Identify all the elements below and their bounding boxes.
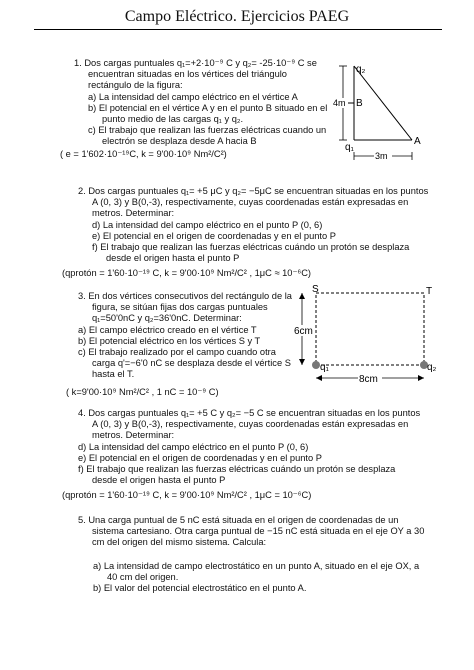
problem-3-line-2: figura, se sitúan fijas dos cargas puntuales bbox=[92, 302, 268, 313]
rectangle-figure bbox=[292, 283, 440, 387]
problem-2-item-f-cont: desde el origen hasta el punto P bbox=[106, 253, 240, 264]
problem-3-item-b: b) El potencial eléctrico en los vértices S y T bbox=[78, 335, 261, 346]
label-s: S bbox=[312, 284, 319, 295]
problem-2-item-e: e) El potencial en el origen de coordenadas y en el punto P bbox=[92, 230, 336, 241]
problem-5-line-1: 5. Una carga puntual de 5 nC está situada en el origen de coordenadas de un bbox=[78, 515, 399, 525]
problem-4-line-2: A (0, 3) y B(0,-3), respectivamente, cuyas coordenadas están expresadas en bbox=[92, 419, 409, 430]
label-height: 6cm bbox=[294, 326, 313, 337]
label-height: 4m bbox=[333, 98, 346, 108]
page-title: Campo Eléctrico. Ejercicios PAEG bbox=[124, 8, 350, 25]
label-q2: q₂ bbox=[356, 64, 366, 75]
problem-4-line-3: metros. Determinar: bbox=[92, 430, 175, 441]
problem-4-constants: (qprotón = 1'60·10⁻¹⁹ C, k = 9'00·10⁹ Nm²/C² , 1μC = 10⁻⁶C) bbox=[62, 490, 312, 500]
problem-4-line-1: 4. Dos cargas puntuales q₁= +5 C y q₂= −5 C se encuentran situadas en los puntos bbox=[78, 408, 421, 418]
problem-5-item-b: b) El valor del potencial electrostático en el punto A. bbox=[93, 583, 307, 594]
problem-4-item-e: e) El potencial en el origen de coordenadas y en el punto P bbox=[78, 452, 322, 463]
problem-4-item-f-cont: desde el origen hasta el punto P bbox=[92, 475, 226, 486]
width-arrow-left bbox=[316, 375, 322, 381]
problem-2-constants: (qprotón = 1'60·10⁻¹⁹ C, k = 9'00·10⁹ Nm²/C² , 1μC ≈ 10⁻⁶C) bbox=[62, 268, 312, 278]
problem-3-item-c: c) El trabajo realizado por el campo cuando otra bbox=[78, 347, 276, 358]
triangle-hypotenuse bbox=[354, 66, 412, 140]
triangle-figure bbox=[332, 58, 444, 168]
problem-5-item-a-cont: 40 cm del origen. bbox=[107, 572, 179, 583]
label-a: A bbox=[414, 136, 421, 147]
charge-q1-dot bbox=[312, 361, 320, 369]
problem-3-item-c-cont-2: hasta el T. bbox=[92, 369, 135, 380]
problem-3-constants: ( k=9'00·10⁹ Nm²/C² , 1 nC = 10⁻⁹ C) bbox=[66, 387, 219, 397]
label-b: B bbox=[356, 98, 363, 109]
label-width: 3m bbox=[375, 151, 388, 161]
problem-3-item-a: a) El campo eléctrico creado en el vértice T bbox=[78, 324, 257, 335]
problem-2 bbox=[78, 186, 428, 264]
problem-1-line-2: encuentran situadas en los vértices del triángulo bbox=[88, 69, 287, 80]
problem-4-item-f: f) El trabajo que realizan las fuerzas eléctricas cuándo un protón se desplaza bbox=[78, 464, 396, 475]
problem-2-item-f: f) El trabajo que realizan las fuerzas eléctricas cuándo un protón se desplaza bbox=[92, 242, 410, 253]
problem-2-line-3: metros. Determinar: bbox=[92, 208, 175, 219]
title-rule bbox=[34, 29, 442, 30]
problem-3-item-c-cont: carga q'=−6'0 nC se desplaza desde el vértice S bbox=[92, 358, 291, 369]
problem-1-constants: ( e = 1'602·10⁻¹⁹C, k = 9'00·10⁹ Nm²/C²) bbox=[60, 149, 227, 159]
problem-5-item-a: a) La intensidad de campo electrostático en un punto A, situado en el eje OX, a bbox=[93, 561, 420, 571]
problem-4 bbox=[78, 408, 420, 486]
problem-1-line-1: 1. Dos cargas puntuales q₁=+2·10⁻⁹ C y q₂= -25·10⁻⁹ C se bbox=[74, 58, 317, 68]
problem-1-item-b-cont: punto medio de las cargas q₁ y q₂. bbox=[102, 114, 244, 125]
height-arrow-bottom bbox=[299, 359, 305, 365]
label-q1: q₁ bbox=[345, 142, 354, 153]
problem-5-line-2: sistema cartesiano. Otra carga puntual de −15 nC está situada en el eje OY a 30 bbox=[92, 526, 425, 537]
width-arrow-right bbox=[418, 375, 424, 381]
label-q1: q₁ bbox=[320, 362, 329, 373]
problem-3-line-3: q₁=50'0nC y q₂=36'0nC. Determinar: bbox=[92, 313, 242, 324]
problem-1-item-a: a) La intensidad del campo eléctrico en el vértice A bbox=[88, 91, 298, 102]
height-arrow-top bbox=[299, 293, 305, 299]
problem-1 bbox=[74, 58, 327, 148]
rectangle-outline bbox=[316, 293, 424, 365]
problem-5-items bbox=[93, 561, 419, 595]
problem-3 bbox=[78, 291, 292, 381]
label-q2: q₂ bbox=[427, 362, 437, 373]
problem-1-item-b: b) El potencial en el vértice A y en el punto B situado en el bbox=[88, 102, 328, 113]
label-t: T bbox=[426, 286, 433, 297]
problem-2-line-2: A (0, 3) y B(0,-3), respectivamente, cuyas coordenadas están expresadas en bbox=[92, 197, 409, 208]
problem-2-item-d: d) La intensidad del campo eléctrico en el punto P (0, 6) bbox=[92, 219, 323, 230]
problem-2-line-1: 2. Dos cargas puntuales q₁= +5 μC y q₂= −5μC se encuentran situadas en los puntos bbox=[78, 186, 429, 196]
label-width: 8cm bbox=[359, 374, 378, 385]
problem-1-item-c-cont: electrón se desplaza desde A hacia B bbox=[102, 136, 257, 147]
problem-1-line-3: rectángulo de la figura: bbox=[88, 80, 183, 91]
problem-3-line-1: 3. En dos vértices consecutivos del rectángulo de la bbox=[78, 291, 292, 301]
problem-5-line-3: cm del origen del mismo sistema. Calcula: bbox=[92, 537, 267, 548]
problem-5 bbox=[78, 515, 424, 549]
problem-4-item-d: d) La intensidad del campo eléctrico en el punto P (0, 6) bbox=[78, 441, 309, 452]
problem-1-item-c: c) El trabajo que realizan las fuerzas eléctricas cuando un bbox=[88, 125, 327, 136]
